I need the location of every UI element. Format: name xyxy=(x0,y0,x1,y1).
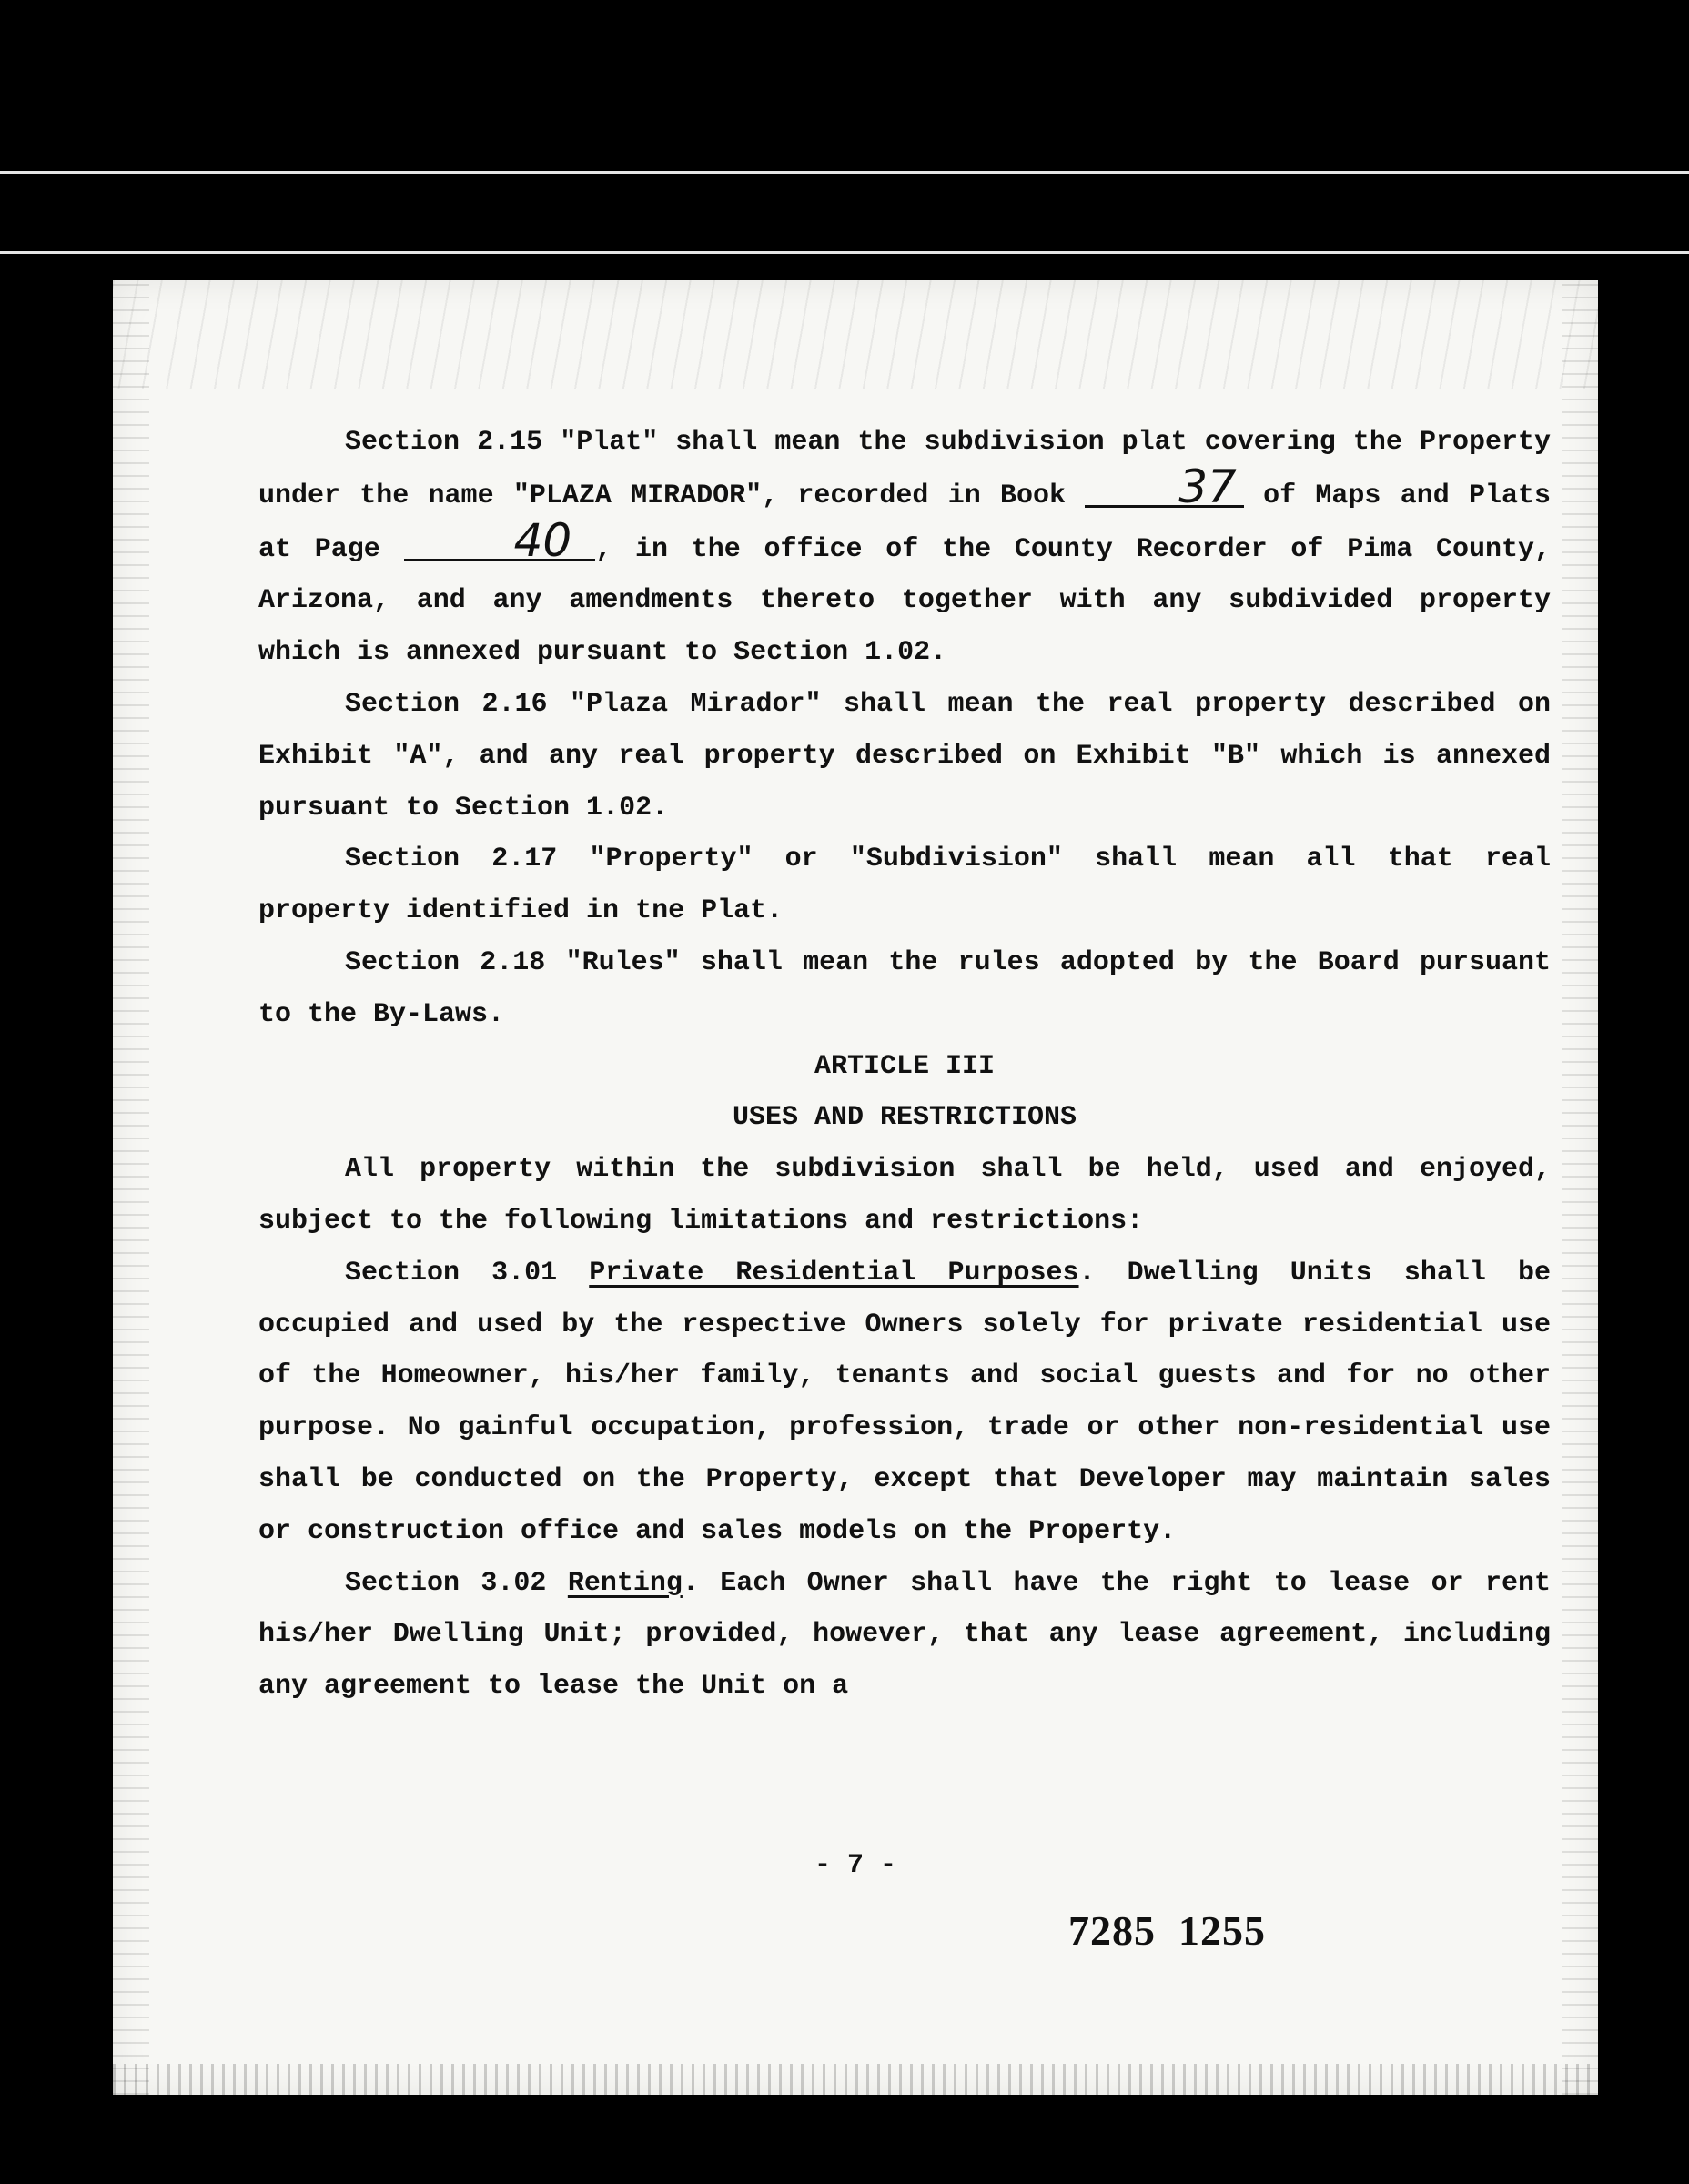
scan-noise xyxy=(1562,280,1598,2095)
section-text: "Plaza Mirador" shall mean the real property described on Exhibit "A", and any real property described on Exhibit "B" which is annexed pursuant to Section 1.02. xyxy=(258,688,1551,824)
article-intro: All property within the subdivision shall be held, used and enjoyed, subject to the following limitations and restrictions: xyxy=(258,1154,1551,1237)
section-3-01 xyxy=(258,1248,1551,1558)
handwritten-page-number: 40 xyxy=(404,522,596,561)
handwritten-book-number: 37 xyxy=(1085,469,1244,508)
scan-noise xyxy=(113,2064,1598,2095)
section-title: Private Residential Purposes xyxy=(589,1257,1079,1289)
section-2-18 xyxy=(258,937,1551,1041)
section-heading: Section 2.16 xyxy=(345,688,548,720)
record-number: 7285 1255 xyxy=(1068,1907,1266,1954)
document-page xyxy=(113,280,1598,2095)
scan-noise xyxy=(113,280,1598,389)
scan-border-line xyxy=(0,251,1689,254)
section-text: "Plat" shall mean the subdivision plat covering the Property under the name "PLAZA MIRADOR", recorded in Book xyxy=(258,427,1551,511)
section-text: . Each Owner shall have the right to lease or rent his/her Dwelling Unit; provided, however, that any lease agreement, including any agreement to lease the Unit on a xyxy=(258,1567,1551,1703)
section-text: "Rules" shall mean the rules adopted by the Board pursuant to the By-Laws. xyxy=(258,946,1551,1030)
section-heading: Section 3.01 xyxy=(345,1257,558,1289)
section-heading: Section 2.18 xyxy=(345,946,546,978)
article-title: ARTICLE III xyxy=(814,1050,996,1082)
page-number: - 7 - xyxy=(814,1850,896,1881)
document-body xyxy=(258,417,1551,1713)
section-2-17 xyxy=(258,834,1551,937)
section-text: , in the office of the County Recorder of Pima County, Arizona, and any amendments thereto together with any subdivided property which is annexed pursuant to Section 1.02. xyxy=(258,533,1551,669)
section-heading: Section 2.15 xyxy=(345,427,543,458)
section-2-16 xyxy=(258,679,1551,834)
scan-border-line xyxy=(0,171,1689,174)
section-heading: Section 3.02 xyxy=(345,1567,547,1599)
article-subtitle: USES AND RESTRICTIONS xyxy=(732,1102,1077,1134)
section-text: . Dwelling Units shall be occupied and used by the respective Owners solely for private residential use of the Homeowner, his/her family, tenants and social guests and for no other purpose. No gainful occupation, profession, trade or other non-residential use shall be conducted on the Property, except that Developer may maintain sales or construction office and sales models on the Property. xyxy=(258,1257,1551,1547)
scan-noise xyxy=(113,280,149,2095)
section-title: Renting xyxy=(567,1567,683,1599)
section-text: "Property" or "Subdivision" shall mean all that real property identified in tne Plat. xyxy=(258,844,1551,927)
section-3-02 xyxy=(258,1558,1551,1713)
section-heading: Section 2.17 xyxy=(345,844,558,875)
section-2-15 xyxy=(258,417,1551,679)
section-text: of Maps and Plats at Page xyxy=(258,480,1551,565)
